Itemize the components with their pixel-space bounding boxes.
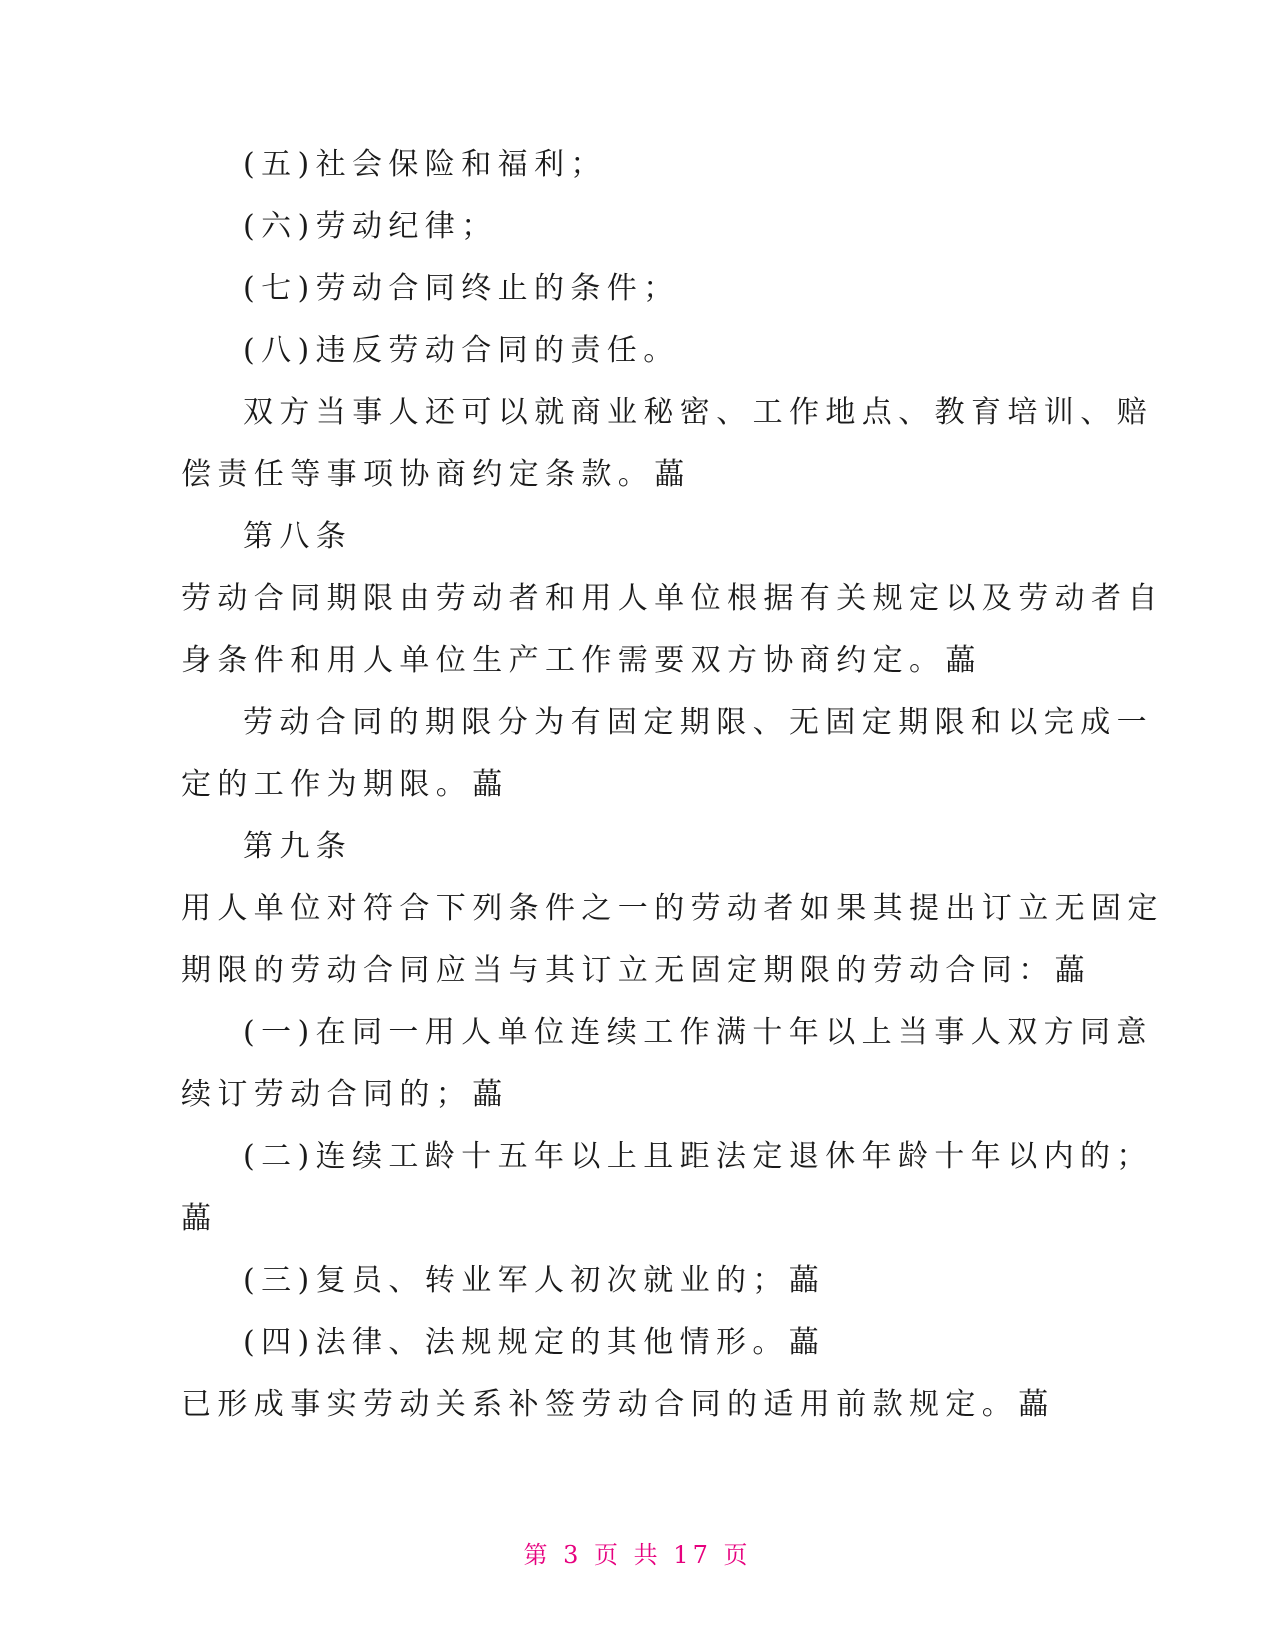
paragraph-line: 劳动合同的期限分为有固定期限、无固定期限和以完成一: [243, 705, 1153, 740]
paragraph-line: 身条件和用人单位生产工作需要双方协商约定。藟: [181, 643, 982, 678]
paragraph-line: 双方当事人还可以就商业秘密、工作地点、教育培训、赔: [243, 395, 1153, 430]
paragraph-line: 劳动合同期限由劳动者和用人单位根据有关规定以及劳动者自: [181, 581, 1164, 616]
text-line-item-7: (七)劳动合同终止的条件；: [243, 271, 680, 306]
article-heading-9: 第九条: [243, 829, 353, 864]
paragraph-line: 定的工作为期限。藟: [181, 767, 509, 802]
article-heading-8: 第八条: [243, 519, 353, 554]
text-line-item-6: (六)劳动纪律；: [243, 209, 498, 244]
page-number-footer: 第 3 页 共 17 页: [523, 1541, 752, 1569]
paragraph-line: 期限的劳动合同应当与其订立无固定期限的劳动合同：藟: [181, 953, 1091, 988]
paragraph-line: 续订劳动合同的；藟: [181, 1077, 509, 1112]
paragraph-line: 偿责任等事项协商约定条款。藟: [181, 457, 691, 492]
text-line-item-2: (二)连续工龄十五年以上且距法定退休年龄十年以内的；: [243, 1139, 1153, 1174]
text-line-item-3: (三)复员、转业军人初次就业的；藟: [243, 1263, 826, 1298]
text-line-item-4: (四)法律、法规规定的其他情形。藟: [243, 1325, 826, 1360]
text-line-item-5: (五)社会保险和福利；: [243, 147, 607, 182]
paragraph-line: 已形成事实劳动关系补签劳动合同的适用前款规定。藟: [181, 1387, 1055, 1422]
paragraph-line: 用人单位对符合下列条件之一的劳动者如果其提出订立无固定: [181, 891, 1164, 926]
paragraph-line: 藟: [181, 1201, 218, 1236]
text-line-item-8: (八)违反劳动合同的责任。: [243, 333, 680, 368]
text-line-item-1: (一)在同一用人单位连续工作满十年以上当事人双方同意: [243, 1015, 1153, 1050]
